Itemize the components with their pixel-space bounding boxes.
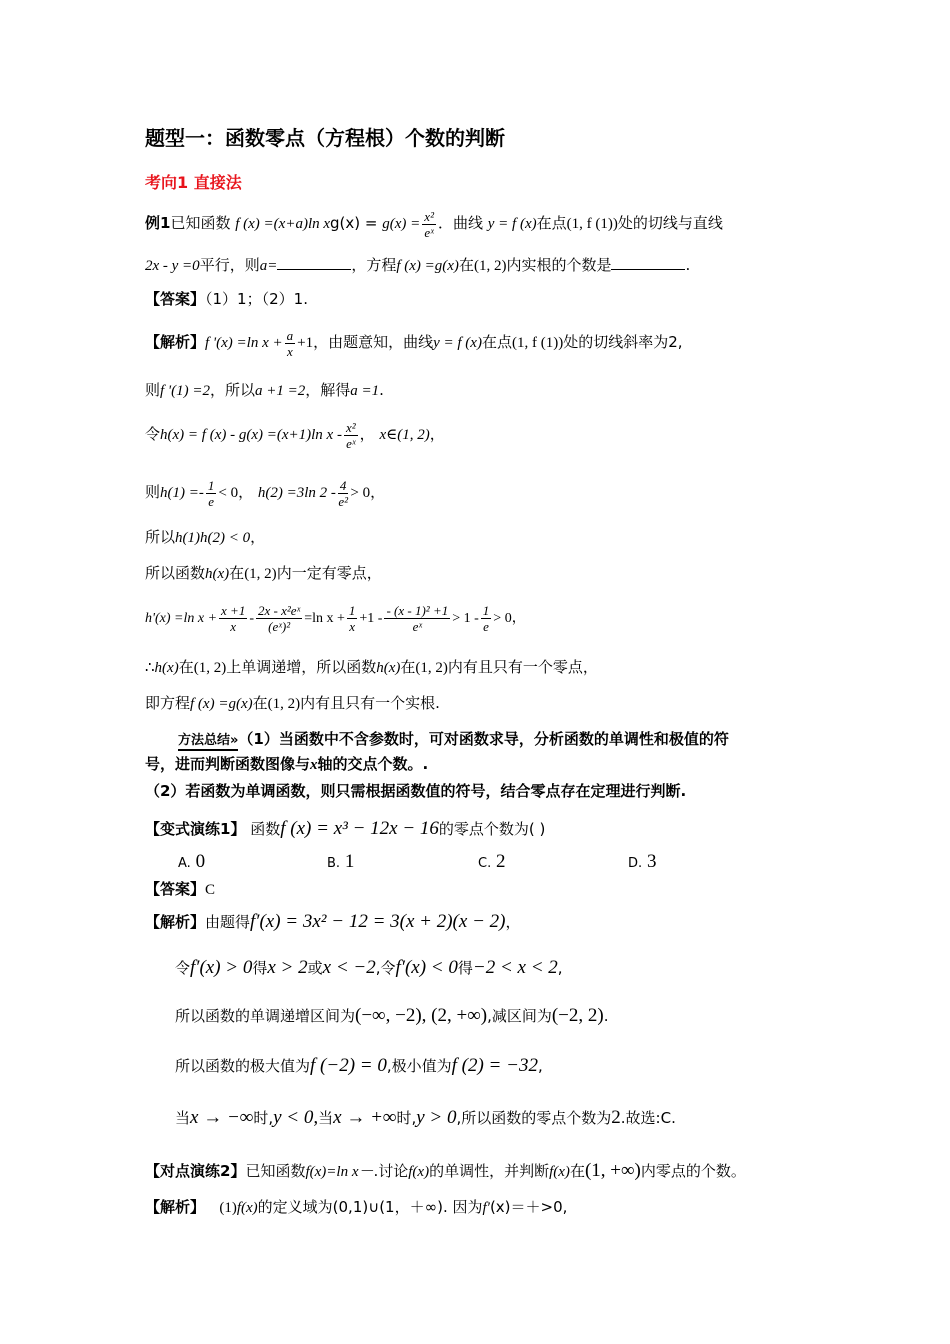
text: ∴: [145, 660, 155, 676]
text: 的单调性，并判断: [429, 1162, 550, 1180]
text: 在: [569, 1162, 585, 1180]
text: ，: [250, 528, 266, 546]
math: x → +∞: [333, 1107, 397, 1128]
math: f '(1) =2: [160, 383, 211, 399]
text: ,极小值为: [386, 1057, 452, 1075]
text: 得: [252, 959, 268, 977]
math: f(x): [236, 1200, 258, 1216]
option-letter: C.: [478, 856, 492, 871]
text: 由题得: [205, 913, 251, 931]
text: 函数: [250, 820, 281, 838]
example-label: 例1: [145, 214, 171, 232]
text: ,: [557, 959, 563, 977]
fraction: $\frac{x +1}{x}$: [221, 602, 246, 634]
text: 的零点个数为( ): [438, 820, 546, 838]
math: a +1 =2: [255, 383, 306, 399]
variant1-sol5: [175, 1102, 676, 1134]
variant2-question: [145, 1156, 746, 1187]
text: ，所以: [210, 381, 256, 399]
text: 上单调递增，所以函数: [226, 658, 377, 676]
text: 的定义域为(0,1)∪(1，＋∞). 因为: [257, 1198, 483, 1216]
text: ，方程: [351, 256, 397, 274]
solution1-line4: [145, 472, 385, 513]
answer-blank-1: [277, 255, 351, 270]
text: 处的切线与直线: [617, 214, 723, 232]
text: 号，进而判断函数图像与: [145, 755, 311, 773]
solution1-line9: [145, 692, 440, 715]
text: ,令: [375, 959, 396, 977]
math: (1, +∞): [584, 1160, 641, 1181]
math: -: [249, 611, 254, 626]
text: 时,: [253, 1109, 274, 1127]
variant1-answer: [145, 878, 215, 901]
math: h(1)h(2) < 0: [175, 530, 251, 546]
text: 得: [457, 959, 473, 977]
math: (1, 2): [193, 660, 227, 676]
text: ，解得: [305, 381, 351, 399]
variant-label: 【对点演练2】: [145, 1162, 246, 1180]
solution1-line2: [145, 379, 384, 402]
answer1: [145, 288, 308, 310]
text: 内实根的个数是: [506, 256, 612, 274]
math: (−2, 2): [551, 1005, 604, 1026]
math-point: (1, f (1)): [566, 216, 618, 232]
math: x > 2: [267, 957, 308, 978]
text: 在点: [536, 214, 567, 232]
method-line2: [145, 753, 428, 776]
example1-line2: [145, 254, 690, 277]
math: f′: [482, 1200, 490, 1216]
subsection-title: 考向1 直接法: [145, 173, 242, 192]
variant1-question: [145, 814, 545, 844]
text: ,所以函数的零点个数为: [456, 1109, 612, 1127]
math: 2x - y =0: [145, 258, 200, 274]
option-letter: D.: [628, 856, 643, 871]
variant1-sol2: [175, 952, 563, 984]
math: x∈(1, 2): [379, 427, 430, 443]
math: h(2) =3ln 2 -: [257, 485, 336, 501]
text: ．曲线: [437, 214, 483, 232]
math: > 1 -: [452, 611, 479, 626]
math: =ln x +: [304, 611, 345, 626]
text: ，: [359, 425, 375, 443]
option-value: 0: [195, 851, 206, 872]
fraction: $\frac{a}{x}$: [286, 327, 294, 359]
math: (−∞, −2), (2, +∞): [355, 1005, 488, 1026]
option-value: 2: [496, 851, 506, 872]
example1-line1: [145, 206, 723, 241]
option-d[interactable]: [628, 851, 656, 875]
text: .: [379, 381, 384, 399]
math: y = f (x): [433, 335, 482, 351]
math-fx: f (x) =(x+a)ln x: [235, 216, 331, 232]
math: −2 < x < 2: [472, 957, 558, 978]
text: 在: [458, 256, 474, 274]
option-c[interactable]: [478, 851, 506, 875]
answer-text: C: [205, 882, 216, 898]
answer-text: （1）1；（2）1.: [205, 290, 308, 308]
solution1-line6: [145, 562, 382, 585]
math: +1: [297, 335, 314, 351]
math: f′(x) < 0: [395, 957, 458, 978]
solution1-line5: [145, 526, 265, 549]
text: 已知函数: [170, 214, 231, 232]
text: 内有且只有一个实根.: [300, 694, 440, 712]
math: a=: [259, 258, 278, 274]
math: f(x): [549, 1164, 570, 1180]
math: h(x) = f (x) - g(x) =(x+1)ln x -: [160, 427, 342, 443]
option-b[interactable]: [327, 851, 354, 875]
text: 轴的交点个数。.: [317, 755, 429, 773]
math: (1, 2): [473, 258, 507, 274]
text: ，由题意知，曲线: [313, 333, 434, 351]
section-title: 题型一：函数零点（方程根）个数的判断: [145, 126, 505, 150]
math: h(1) =-: [160, 485, 204, 501]
text: ，: [511, 610, 526, 626]
math: f(x): [408, 1164, 430, 1180]
answer-label: 【答案】: [145, 290, 206, 308]
math: h(x): [154, 660, 179, 676]
text: 在: [252, 694, 268, 712]
math: (1, f (1)): [511, 335, 564, 351]
solution1-line8: [145, 656, 598, 679]
text: 所以函数的单调递增区间为: [175, 1007, 356, 1025]
text: 已知函数: [245, 1162, 306, 1180]
math: > 0: [350, 485, 371, 501]
text: 时,: [396, 1109, 417, 1127]
variant2-solution: [145, 1196, 567, 1219]
solution-label: 【解析】: [145, 333, 206, 351]
fraction: $\frac{\text{- (x - 1)² +1}}{\text{eˣ}}$: [386, 602, 449, 634]
variant1-sol4: [175, 1050, 543, 1082]
math: h(x): [376, 660, 401, 676]
solution1-line3: [145, 414, 445, 455]
text: 当: [175, 1109, 191, 1127]
text: 所以函数的极大值为: [175, 1057, 311, 1075]
text: ，: [238, 483, 254, 501]
text: .故选:C.: [620, 1109, 676, 1127]
option-value: 3: [646, 851, 657, 872]
math: f (x) = x³ − 12x − 16: [280, 818, 439, 839]
method-tag: 方法总结»: [178, 733, 238, 751]
math: (1, 2): [267, 696, 301, 712]
math: x < −2: [322, 957, 376, 978]
solution-label: 【解析】: [145, 1198, 206, 1216]
text: (1): [219, 1200, 237, 1216]
text: 令: [145, 425, 161, 443]
text: 在点: [481, 333, 512, 351]
text: （1）当函数中不含参数时，可对函数求导，分析函数的单调性和极值的符: [238, 730, 729, 748]
option-letter: B.: [327, 856, 341, 871]
math: h'(x) =ln x +: [145, 611, 218, 626]
method-line3: [145, 780, 686, 802]
variant-label: 【变式演练1】: [145, 820, 246, 838]
text: .: [603, 1007, 609, 1025]
fraction: $\frac{4}{\text{e²}}$: [338, 477, 348, 509]
math: +1 -: [359, 611, 383, 626]
text: ,: [537, 1057, 543, 1075]
fraction: $\frac{\text{x²}}{\text{eˣ}}$: [345, 419, 356, 451]
math: (1, 2): [415, 660, 448, 676]
math: f '(x) =ln x +: [205, 335, 283, 351]
text: 所以函数: [145, 564, 206, 582]
option-a[interactable]: [178, 851, 205, 875]
answer-blank-2: [611, 255, 685, 270]
text: (x)＝＋>0,: [489, 1198, 568, 1216]
text: 则: [145, 483, 161, 501]
math: x → −∞: [190, 1107, 254, 1128]
text: 即方程: [145, 694, 191, 712]
math: (1, 2): [244, 566, 277, 582]
fraction: $\frac{1}{e}$: [207, 477, 215, 509]
text: 令: [175, 959, 191, 977]
text: g(x) =: [330, 214, 378, 232]
option-value: 1: [344, 851, 355, 872]
math: f′(x) = 3x² − 12 = 3(x + 2)(x − 2): [250, 911, 506, 932]
text: .: [685, 256, 691, 274]
text: ，: [370, 483, 386, 501]
math: < 0: [218, 485, 239, 501]
text: 在: [178, 658, 194, 676]
text: 所以: [145, 528, 176, 546]
method-line1: [178, 728, 729, 751]
math-curve: y = f (x): [487, 216, 537, 232]
math: f′(x) > 0: [190, 957, 253, 978]
text: ，: [429, 425, 445, 443]
text: 当: [318, 1109, 334, 1127]
math: f (x) =g(x): [190, 696, 253, 712]
text: ，: [505, 913, 521, 931]
text: （2）若函数为单调函数，则只需根据函数值的符号，结合零点存在定理进行判断.: [145, 782, 687, 800]
text: 平行，则: [199, 256, 260, 274]
solution1-line7: [145, 598, 526, 639]
option-letter: A.: [178, 856, 191, 871]
text: ,减区间为: [487, 1007, 552, 1025]
answer-label: 【答案】: [145, 880, 206, 898]
text: 处的切线斜率为2,: [563, 333, 683, 351]
fraction: $\frac{1}{x}$: [348, 602, 356, 634]
fraction: $\frac{\text{2x - x²eˣ}}{\text{(eˣ)²}}$: [258, 602, 301, 634]
solution1-line1: [145, 322, 683, 363]
math: x: [310, 757, 318, 773]
text: 在: [400, 658, 416, 676]
text: 或: [307, 959, 323, 977]
text: 内零点的个数。: [640, 1162, 746, 1180]
solution-label: 【解析】: [145, 913, 206, 931]
math: y < 0,: [273, 1107, 319, 1128]
math: h(x): [205, 566, 230, 582]
math: y > 0: [416, 1107, 457, 1128]
fraction: $\frac{\text{x²}}{\text{eˣ}}$: [424, 208, 434, 240]
math: f(x)=ln x－: [305, 1164, 374, 1180]
math: f (2) = −32: [451, 1055, 538, 1076]
text: 内有且只有一个零点，: [447, 658, 598, 676]
fraction: $\frac{1}{e}$: [482, 602, 490, 634]
variant1-sol1: [145, 906, 520, 938]
math: > 0: [493, 611, 512, 626]
math: 2: [611, 1107, 621, 1128]
math-gx: g(x) =: [382, 216, 421, 232]
variant1-sol3: [175, 1000, 609, 1032]
text: 内一定有零点，: [276, 564, 382, 582]
text: .讨论: [373, 1162, 409, 1180]
math: f (−2) = 0: [310, 1055, 387, 1076]
text: 则: [145, 381, 161, 399]
math: a =1: [350, 383, 380, 399]
math: f (x) =g(x): [396, 258, 459, 274]
text: 在: [229, 564, 245, 582]
